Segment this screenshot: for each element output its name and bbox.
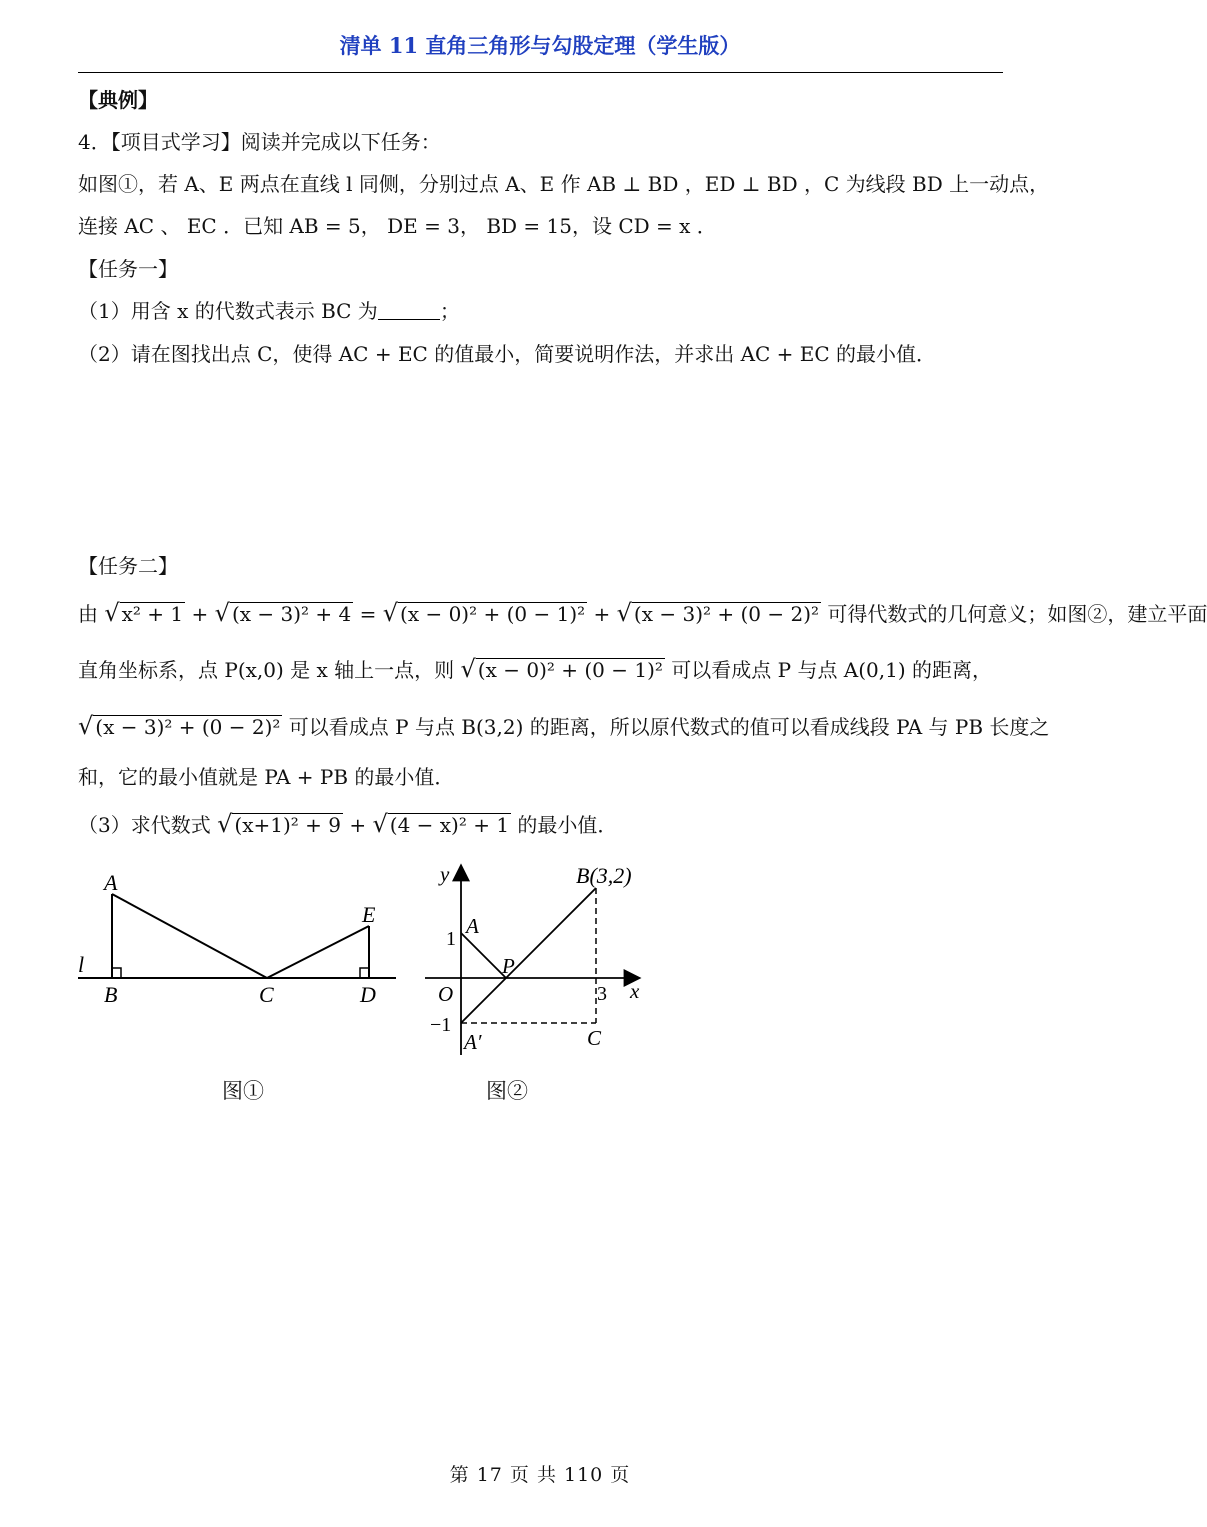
radical-2: (x − 3)² + 4 [231, 602, 352, 626]
figure-1 [70, 860, 410, 1020]
radical-sign: √ [372, 810, 388, 838]
label-1: 1 [446, 928, 456, 950]
t2-line3-tail: 可以看成点 P 与点 B(3,2) 的距离，所以原代数式的值可以看成线段 PA 与 PB 长度之 [288, 715, 1050, 739]
label-D: D [360, 982, 376, 1007]
task2-line-2 [78, 656, 992, 683]
task1-label: 【任务一】 [78, 257, 178, 281]
radical-8: (4 − x)² + 1 [389, 813, 510, 837]
label-B: B [104, 982, 118, 1007]
task2-line-3 [78, 713, 1049, 740]
radical-4: (x − 3)² + (0 − 2)² [633, 602, 820, 626]
header-rule [78, 72, 1003, 73]
radical-sign: √ [214, 599, 230, 627]
radical-5: (x − 0)² + (0 − 1)² [477, 658, 663, 682]
label-O: O [438, 982, 454, 1006]
task2-line-1: 由 √ x² + 1 + √ (x − 3)² + 4 = √ (x − 0)² + (0 − 1)² + √ (x − 3)² + (0 − 2)² 可得代数式的几何意义；如图②，建立平面 [78, 599, 1207, 627]
radical-3: (x − 0)² + (0 − 1)² [400, 602, 586, 626]
radical-7: (x+1)² + 9 [234, 813, 341, 837]
task2-label: 【任务二】 [78, 554, 178, 578]
question-3: （3）求代数式 √ (x+1)² + 9 + √ (4 − x)² + 1 的最小值． [78, 810, 618, 838]
label-B: B(3,2) [576, 863, 632, 888]
radical-sign: √ [616, 599, 632, 627]
section-label: 【典例】 [78, 88, 158, 112]
right-angle-B [112, 968, 121, 978]
question-1 [78, 298, 460, 324]
question-1-text: （1）用含 x 的代数式表示 BC 为 [78, 299, 378, 323]
label-x: x [630, 979, 640, 1003]
label-C: C [587, 1026, 602, 1050]
figure-2 [420, 855, 660, 1065]
figure-1-caption: 图① [222, 1079, 264, 1103]
label-3: 3 [597, 983, 607, 1005]
segment-AC [112, 894, 267, 978]
t2-line1-tail: 可得代数式的几何意义；如图②，建立平面 [827, 602, 1207, 626]
radical-sign: √ [104, 599, 120, 627]
radical-sign: √ [460, 655, 476, 683]
label-y: y [440, 862, 450, 886]
t2-prefix: 由 [78, 602, 98, 626]
label-A: A [466, 914, 479, 938]
right-angle-D [360, 968, 369, 978]
document-title: 清单 11 直角三角形与勾股定理（学生版） [339, 33, 741, 58]
equals-sign: = [359, 602, 377, 626]
t2-line2-tail: 可以看成点 P 与点 A(0,1) 的距离， [671, 658, 993, 682]
problem-line-1: 如图①，若 A、E 两点在直线 l 同侧，分别过点 A、E 作 AB ⊥ BD ，ED ⊥ BD ，C 为线段 BD 上一动点， [78, 172, 1050, 196]
question-3-tail: 的最小值． [517, 813, 618, 837]
t2-line2-head: 直角坐标系，点 P(x,0) 是 x 轴上一点，则 [78, 658, 455, 682]
label-E: E [362, 902, 376, 927]
problem-intro: 4．【项目式学习】阅读并完成以下任务： [78, 130, 441, 154]
task2-line-4: 和，它的最小值就是 PA + PB 的最小值． [78, 765, 455, 789]
question-2: （2）请在图找出点 C，使得 AC + EC 的值最小，简要说明作法，并求出 AC + EC 的最小值． [78, 342, 937, 366]
question-1-end: ； [439, 299, 460, 323]
radical-sign: √ [78, 712, 94, 740]
label-l: l [78, 952, 85, 977]
segment-AprimeB [461, 888, 596, 1023]
question-3-head: （3）求代数式 [78, 813, 211, 837]
segment-AP [461, 933, 506, 978]
figure-2-caption: 图② [486, 1079, 528, 1103]
radical-sign: √ [382, 599, 399, 627]
answer-blank [378, 301, 440, 320]
problem-line-2: 连接 AC 、 EC ．已知 AB = 5， DE = 3， BD = 15，设 CD = x ． [78, 214, 717, 238]
radical-sign: √ [217, 810, 233, 838]
label-A: A [104, 870, 118, 895]
page-number: 第 17 页 共 110 页 [449, 1464, 631, 1486]
label-C: C [259, 982, 274, 1007]
radical-6: (x − 3)² + (0 − 2)² [95, 715, 281, 739]
segment-CE [267, 926, 369, 978]
radical-1: x² + 1 [121, 602, 184, 626]
label-Aprime: A′ [464, 1030, 482, 1054]
label-P: P [502, 954, 515, 978]
label-neg1: −1 [430, 1014, 452, 1036]
